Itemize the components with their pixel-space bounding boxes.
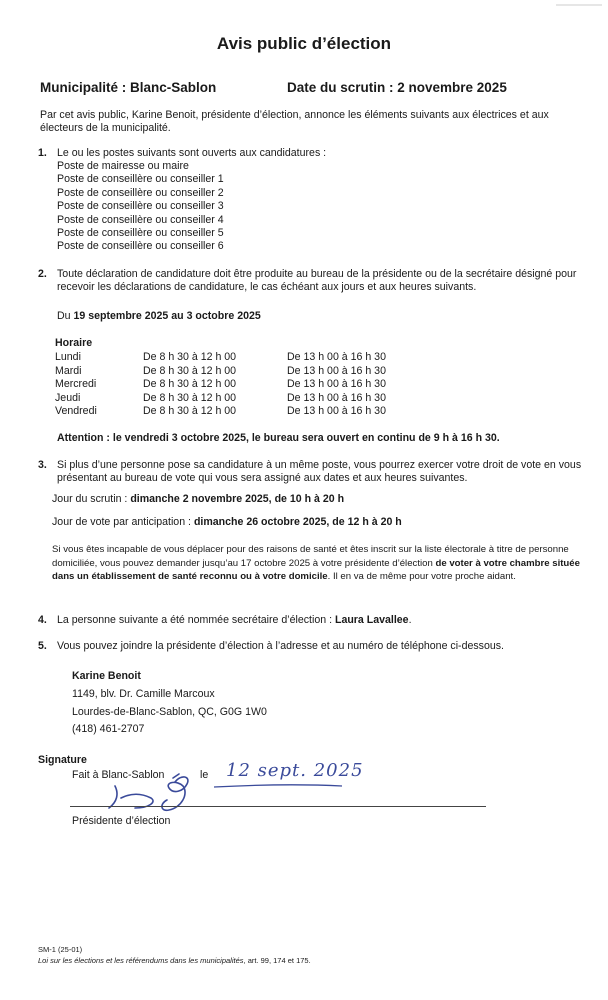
section-2-number: 2. (38, 268, 47, 280)
handwritten-date: 12 sept. 2025 (226, 760, 364, 781)
signature-place: Fait à Blanc-Sablon (72, 769, 165, 781)
schedule-table (55, 337, 455, 419)
post-item: Poste de conseillère ou conseiller 2 (57, 186, 224, 199)
law-reference (38, 956, 311, 965)
secretary-end: . (408, 614, 412, 626)
handwritten-signature (95, 768, 210, 818)
municipality-heading: Municipalité : Blanc-Sablon (40, 80, 217, 95)
advance-vote-label: Jour de vote par anticipation : (52, 516, 194, 528)
schedule-afternoon: De 13 h 00 à 16 h 30 (287, 378, 386, 390)
post-item: Poste de conseillère ou conseiller 4 (57, 213, 224, 226)
schedule-day: Mercredi (55, 378, 97, 390)
schedule-day: Lundi (55, 351, 81, 363)
section-1-number: 1. (38, 147, 47, 159)
mobility-note-text: Si vous êtes incapable de vous déplacer pour des raisons de santé et êtes inscrit sur la liste électorale à titre de personne domiciliée, vous pouvez demander jusqu’au 17 octobre 2025 à votre présidente d’élection (52, 544, 569, 569)
schedule-title: Horaire (55, 337, 93, 349)
scan-mark (556, 4, 602, 12)
page-title: Avis public d’élection (216, 34, 392, 53)
schedule-day: Jeudi (55, 391, 81, 404)
poll-date-heading: Date du scrutin : 2 novembre 2025 (287, 80, 507, 95)
period-dates: 19 septembre 2025 au 3 octobre 2025 (73, 310, 261, 322)
secretary-name: Laura Lavallee (334, 614, 409, 626)
contact-block (72, 668, 267, 739)
intro-paragraph: Par cet avis public, Karine Benoit, présidente d’élection, annonce les éléments suivants aux électrices et aux électeurs de la municipalité. (40, 109, 549, 135)
mobility-note-end: . Il en va de même pour votre proche aidant. (327, 571, 516, 583)
mobility-note-emphasis: de voter à votre chambre située dans un établissement de santé reconnu ou à votre domicile (52, 557, 580, 583)
contact-address-line-1: 1149, blv. Dr. Camille Marcoux (72, 687, 215, 700)
schedule-afternoon: De 13 h 00 à 16 h 30 (287, 364, 386, 377)
signature-line (70, 806, 486, 807)
poll-day-line (52, 493, 344, 506)
schedule-morning: De 8 h 30 à 12 h 00 (143, 391, 237, 404)
form-code: SM-1 (25-01) (38, 945, 83, 954)
section-2-text: Toute déclaration de candidature doit être produite au bureau de la présidente ou de la secrétaire désigné pour recevoir les déclarations de candidature, le cas échéant aux jours et aux heures suivants. (57, 268, 577, 294)
section-1-text: Le ou les postes suivants sont ouverts aux candidatures : (57, 147, 327, 159)
law-title: Loi sur les élections et les référendums dans les municipalités (38, 956, 244, 965)
post-item: Poste de conseillère ou conseiller 5 (57, 226, 224, 239)
contact-address-line-2: Lourdes-de-Blanc-Sablon, QC, G0G 1W0 (72, 705, 267, 718)
signature-heading: Signature (38, 754, 87, 766)
law-articles: , art. 99, 174 et 175. (243, 956, 311, 965)
post-item: Poste de conseillère ou conseiller 1 (57, 173, 224, 186)
candidature-period (57, 310, 261, 323)
schedule-morning: De 8 h 30 à 12 h 00 (143, 351, 237, 363)
schedule-day: Mardi (55, 364, 82, 377)
schedule-afternoon: De 13 h 00 à 16 h 30 (287, 351, 386, 363)
post-item: Poste de conseillère ou conseiller 6 (57, 240, 224, 253)
date-underline-stroke (212, 782, 344, 790)
poll-day-label: Jour du scrutin : (52, 493, 131, 505)
schedule-row (55, 405, 455, 419)
section-4-text (57, 614, 412, 627)
contact-phone: (418) 461-2707 (72, 723, 145, 736)
posts-list (57, 160, 224, 254)
attention-notice: Attention : le vendredi 3 octobre 2025, le bureau sera ouvert en continu de 9 h à 16 h 30. (57, 432, 500, 444)
poll-day-value: dimanche 2 novembre 2025, de 10 h à 20 h (130, 493, 345, 505)
section-4-number: 4. (38, 614, 47, 626)
schedule-afternoon: De 13 h 00 à 16 h 30 (287, 405, 386, 417)
contact-name: Karine Benoit (72, 670, 141, 682)
post-item: Poste de mairesse ou maire (57, 160, 189, 172)
signature-role: Présidente d’élection (72, 815, 171, 827)
schedule-row (55, 351, 455, 365)
schedule-row (55, 392, 455, 406)
schedule-morning: De 8 h 30 à 12 h 00 (143, 364, 237, 377)
schedule-morning: De 8 h 30 à 12 h 00 (143, 405, 237, 417)
section-5-text: Vous pouvez joindre la présidente d’élection à l’adresse et au numéro de téléphone ci-dessous. (57, 640, 504, 652)
section-5-number: 5. (38, 640, 47, 652)
section-3-text: Si plus d’une personne pose sa candidature à un même poste, vous pourrez exercer votre droit de vote en vous présentant au bureau de vote qui vous sera assigné aux dates et aux heures suivantes. (57, 459, 582, 485)
schedule-morning: De 8 h 30 à 12 h 00 (143, 378, 237, 390)
schedule-day: Vendredi (55, 405, 97, 417)
mobility-note (52, 543, 584, 584)
signature-le: le (200, 769, 209, 781)
schedule-row (55, 365, 455, 379)
advance-vote-line (52, 516, 402, 529)
schedule-afternoon: De 13 h 00 à 16 h 30 (287, 391, 386, 404)
post-item: Poste de conseillère ou conseiller 3 (57, 200, 224, 213)
secretary-label: La personne suivante a été nommée secrétaire d’élection : (57, 614, 335, 626)
section-3-number: 3. (38, 459, 47, 471)
period-prefix: Du (57, 310, 74, 322)
schedule-row (55, 378, 455, 392)
advance-vote-value: dimanche 26 octobre 2025, de 12 h à 20 h (193, 516, 402, 528)
